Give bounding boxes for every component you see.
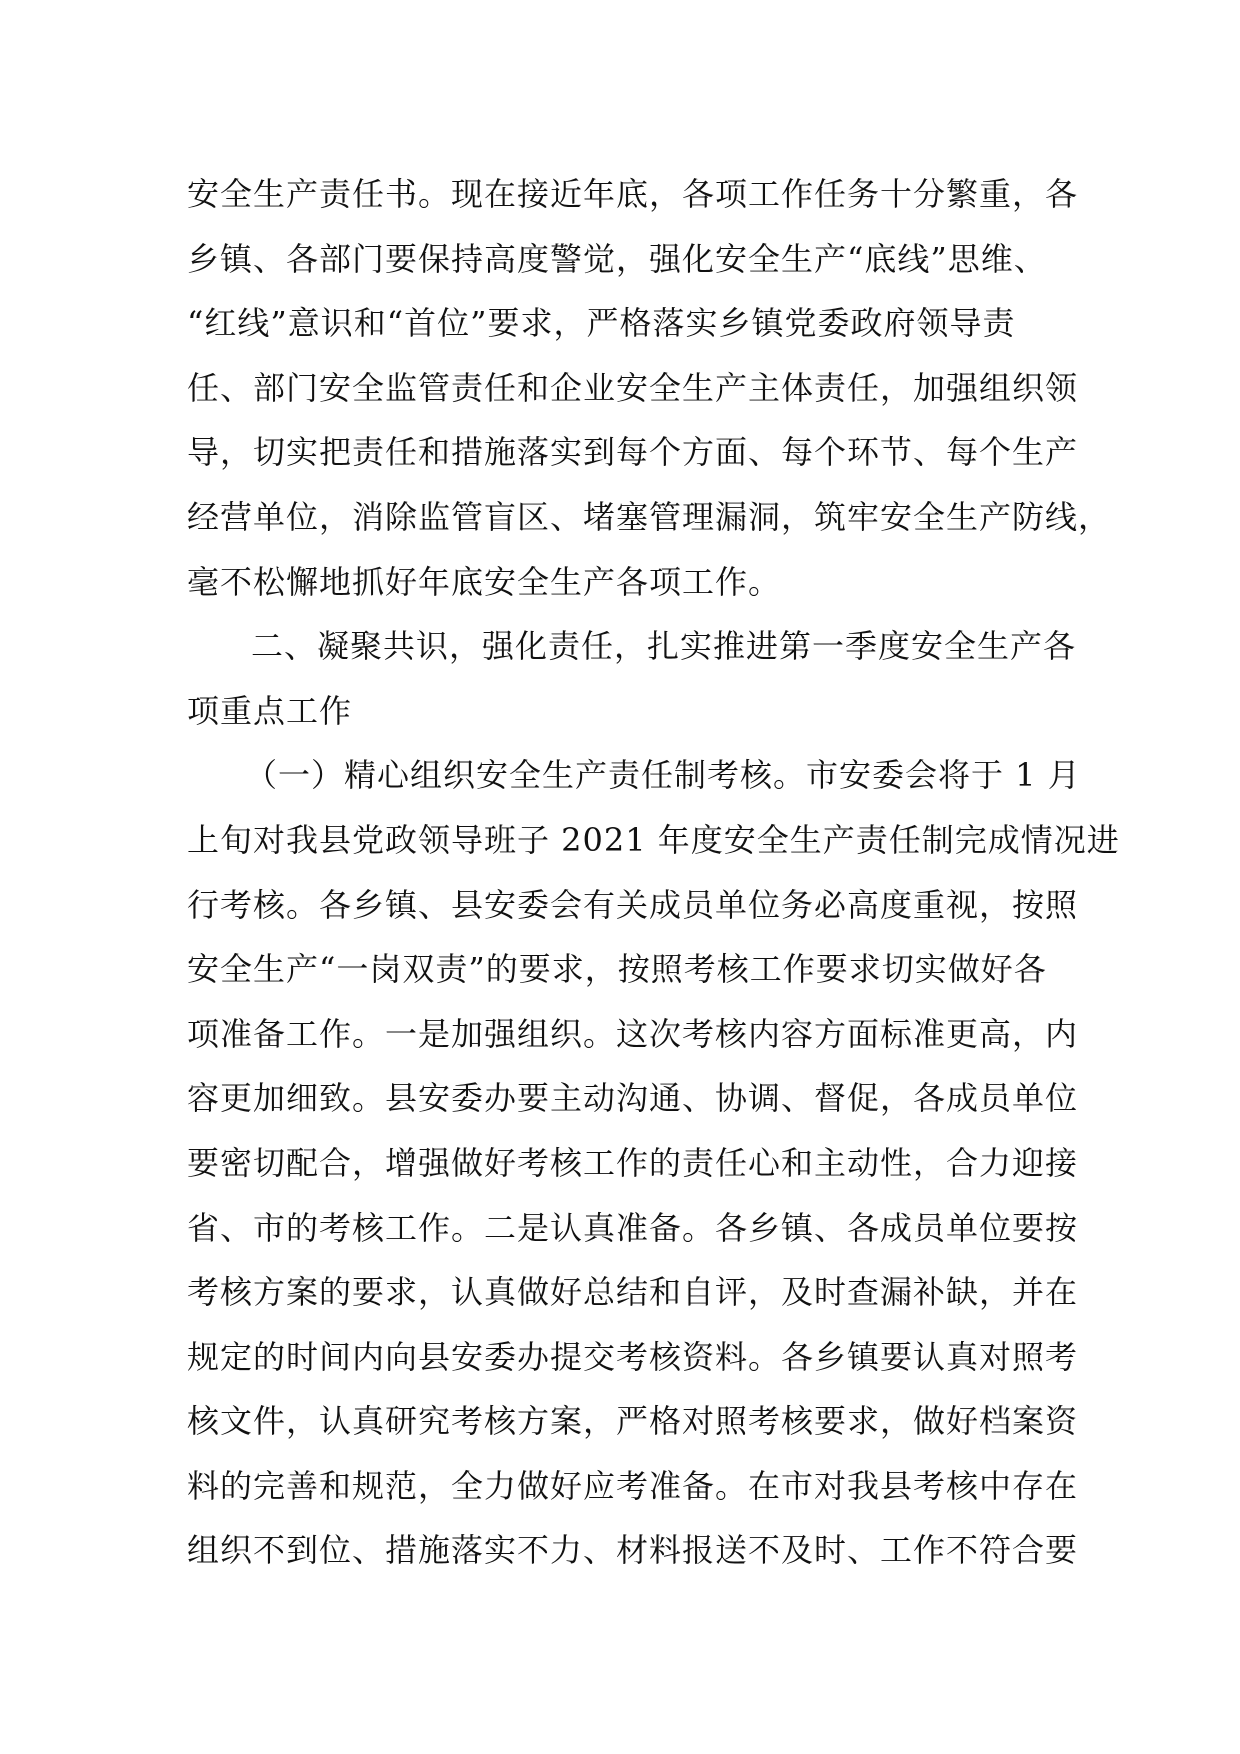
- text-line: 乡镇、各部门要保持高度警觉，强化安全生产“底线”思维、: [187, 239, 1047, 278]
- text-line: 组织不到位、措施落实不力、材料报送不及时、工作不符合要: [187, 1531, 1079, 1570]
- text-line: 导，切实把责任和措施落实到每个方面、每个环节、每个生产: [187, 433, 1079, 472]
- text-line: 经营单位，消除监管盲区、堵塞管理漏洞，筑牢安全生产防线，: [187, 497, 1112, 536]
- section-heading-line: 项重点工作: [187, 691, 353, 730]
- text-line: 容更加细致。县安委办要主动沟通、协调、督促，各成员单位: [187, 1079, 1079, 1118]
- text-line: 料的完善和规范，全力做好应考准备。在市对我县考核中存在: [187, 1466, 1079, 1505]
- text-line: 省、市的考核工作。二是认真准备。各乡镇、各成员单位要按: [187, 1208, 1079, 1247]
- text-line: “红线”意识和“首位”要求，严格落实乡镇党委政府领导责: [187, 304, 1016, 343]
- section-heading-line: 二、凝聚共识，强化责任，扎实推进第一季度安全生产各: [251, 627, 1077, 666]
- text-line: 项准备工作。一是加强组织。这次考核内容方面标准更高，内: [187, 1014, 1079, 1053]
- text-line: 安全生产“一岗双责”的要求，按照考核工作要求切实做好各: [187, 950, 1047, 989]
- text-line: 考核方案的要求，认真做好总结和自评，及时查漏补缺，并在: [187, 1273, 1079, 1312]
- subsection-heading-line: （一）精心组织安全生产责任制考核。市安委会将于 1 月: [245, 756, 1081, 795]
- text-line: 毫不松懈地抓好年底安全生产各项工作。: [187, 562, 782, 601]
- text-line: 规定的时间内向县安委办提交考核资料。各乡镇要认真对照考: [187, 1337, 1079, 1376]
- body-text: [187, 162, 1120, 1583]
- text-line: 行考核。各乡镇、县安委会有关成员单位务必高度重视，按照: [187, 885, 1079, 924]
- text-line: 核文件，认真研究考核方案，严格对照考核要求，做好档案资: [187, 1402, 1079, 1441]
- text-line: 安全生产责任书。现在接近年底，各项工作任务十分繁重，各: [187, 175, 1079, 213]
- text-line: 任、部门安全监管责任和企业安全生产主体责任，加强组织领: [187, 368, 1079, 407]
- text-line: 上旬对我县党政领导班子 2021 年度安全生产责任制完成情况进: [187, 820, 1120, 859]
- text-line: 要密切配合，增强做好考核工作的责任心和主动性，合力迎接: [187, 1143, 1079, 1182]
